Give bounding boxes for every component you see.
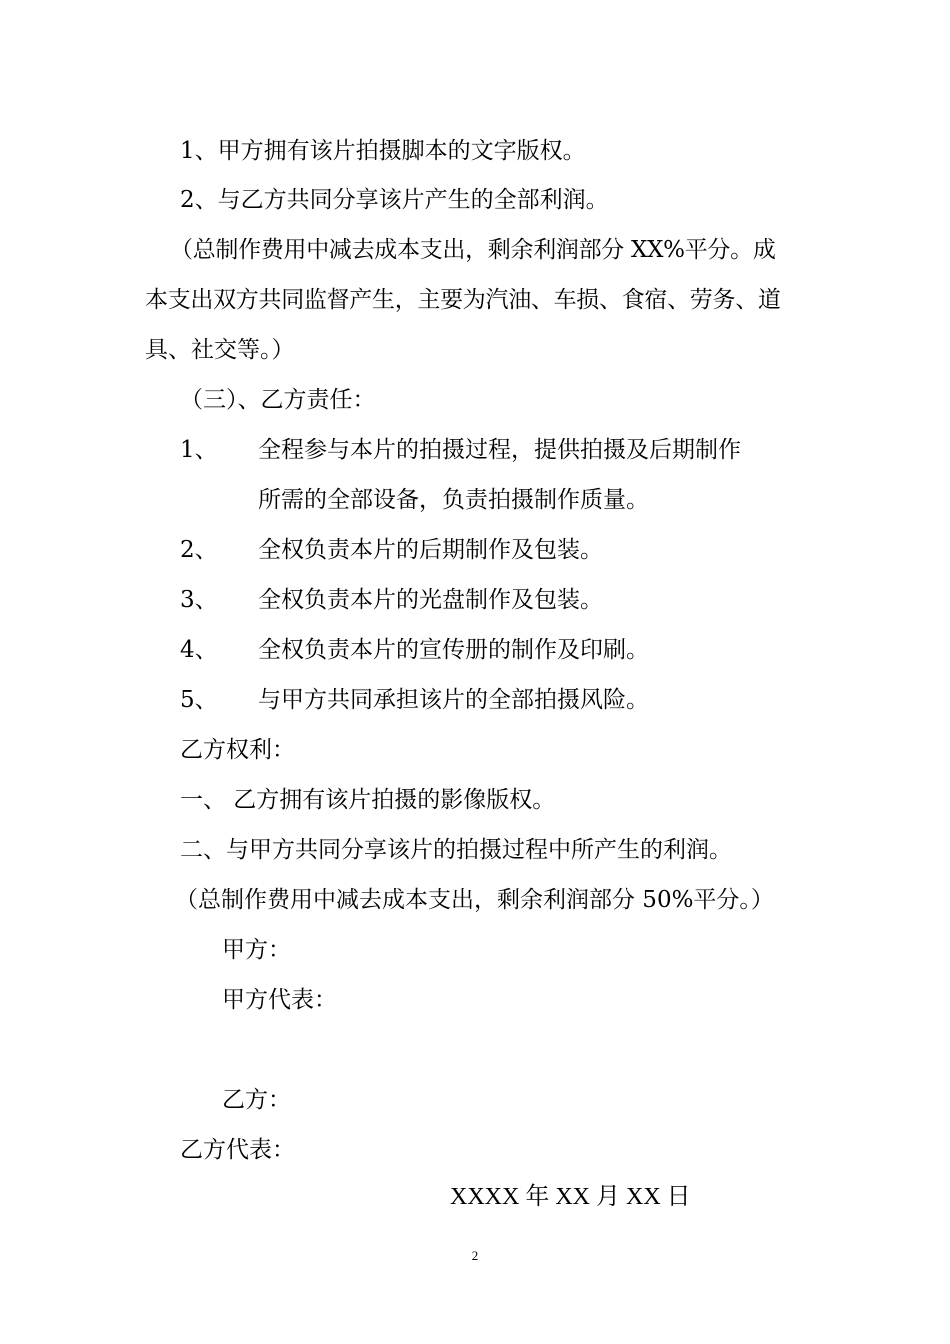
duty-text-1-line-2: 所需的全部设备，负责拍摄制作质量。	[258, 487, 649, 513]
duty-text-3: 全权负责本片的光盘制作及包装。	[258, 587, 603, 613]
duty-number-4: 4、	[180, 637, 218, 663]
party-a-right-1: 1、甲方拥有该片拍摄脚本的文字版权。	[180, 138, 586, 164]
duty-number-2: 2、	[180, 537, 218, 563]
duty-text-4: 全权负责本片的宣传册的制作及印刷。	[258, 637, 649, 663]
profit-note-line-1: （总制作费用中减去成本支出，剩余利润部分 XX%平分。成	[170, 237, 776, 263]
contract-date: XXXX 年 XX 月 XX 日	[450, 1184, 691, 1210]
duty-number-5: 5、	[180, 687, 218, 713]
party-b-right-2: 二、与甲方共同分享该片的拍摄过程中所产生的利润。	[180, 837, 732, 863]
profit-note-line-3: 具、社交等。）	[145, 337, 295, 363]
page-number: 2	[471, 1248, 479, 1263]
party-b-profit-note: （总制作费用中减去成本支出，剩余利润部分 50%平分。）	[175, 887, 774, 913]
profit-note-line-2: 本支出双方共同监督产生，主要为汽油、车损、食宿、劳务、道	[145, 287, 781, 313]
party-b-rep-signature-label: 乙方代表：	[180, 1137, 295, 1163]
duty-number-1: 1、	[180, 437, 218, 463]
duty-text-1-line-1: 全程参与本片的拍摄过程，提供拍摄及后期制作	[258, 437, 741, 463]
duty-number-3: 3、	[180, 587, 218, 613]
party-b-duties-heading: （三）、乙方责任：	[180, 387, 376, 413]
duty-text-2: 全权负责本片的后期制作及包装。	[258, 537, 603, 563]
party-a-right-2: 2、与乙方共同分享该片产生的全部利润。	[180, 187, 609, 213]
party-b-right-1: 一、 乙方拥有该片拍摄的影像版权。	[180, 787, 556, 813]
party-a-signature-label: 甲方：	[222, 937, 291, 963]
party-a-rep-signature-label: 甲方代表：	[222, 987, 337, 1013]
duty-text-5: 与甲方共同承担该片的全部拍摄风险。	[258, 687, 649, 713]
party-b-signature-label: 乙方：	[222, 1087, 291, 1113]
party-b-rights-heading: 乙方权利：	[180, 737, 295, 763]
